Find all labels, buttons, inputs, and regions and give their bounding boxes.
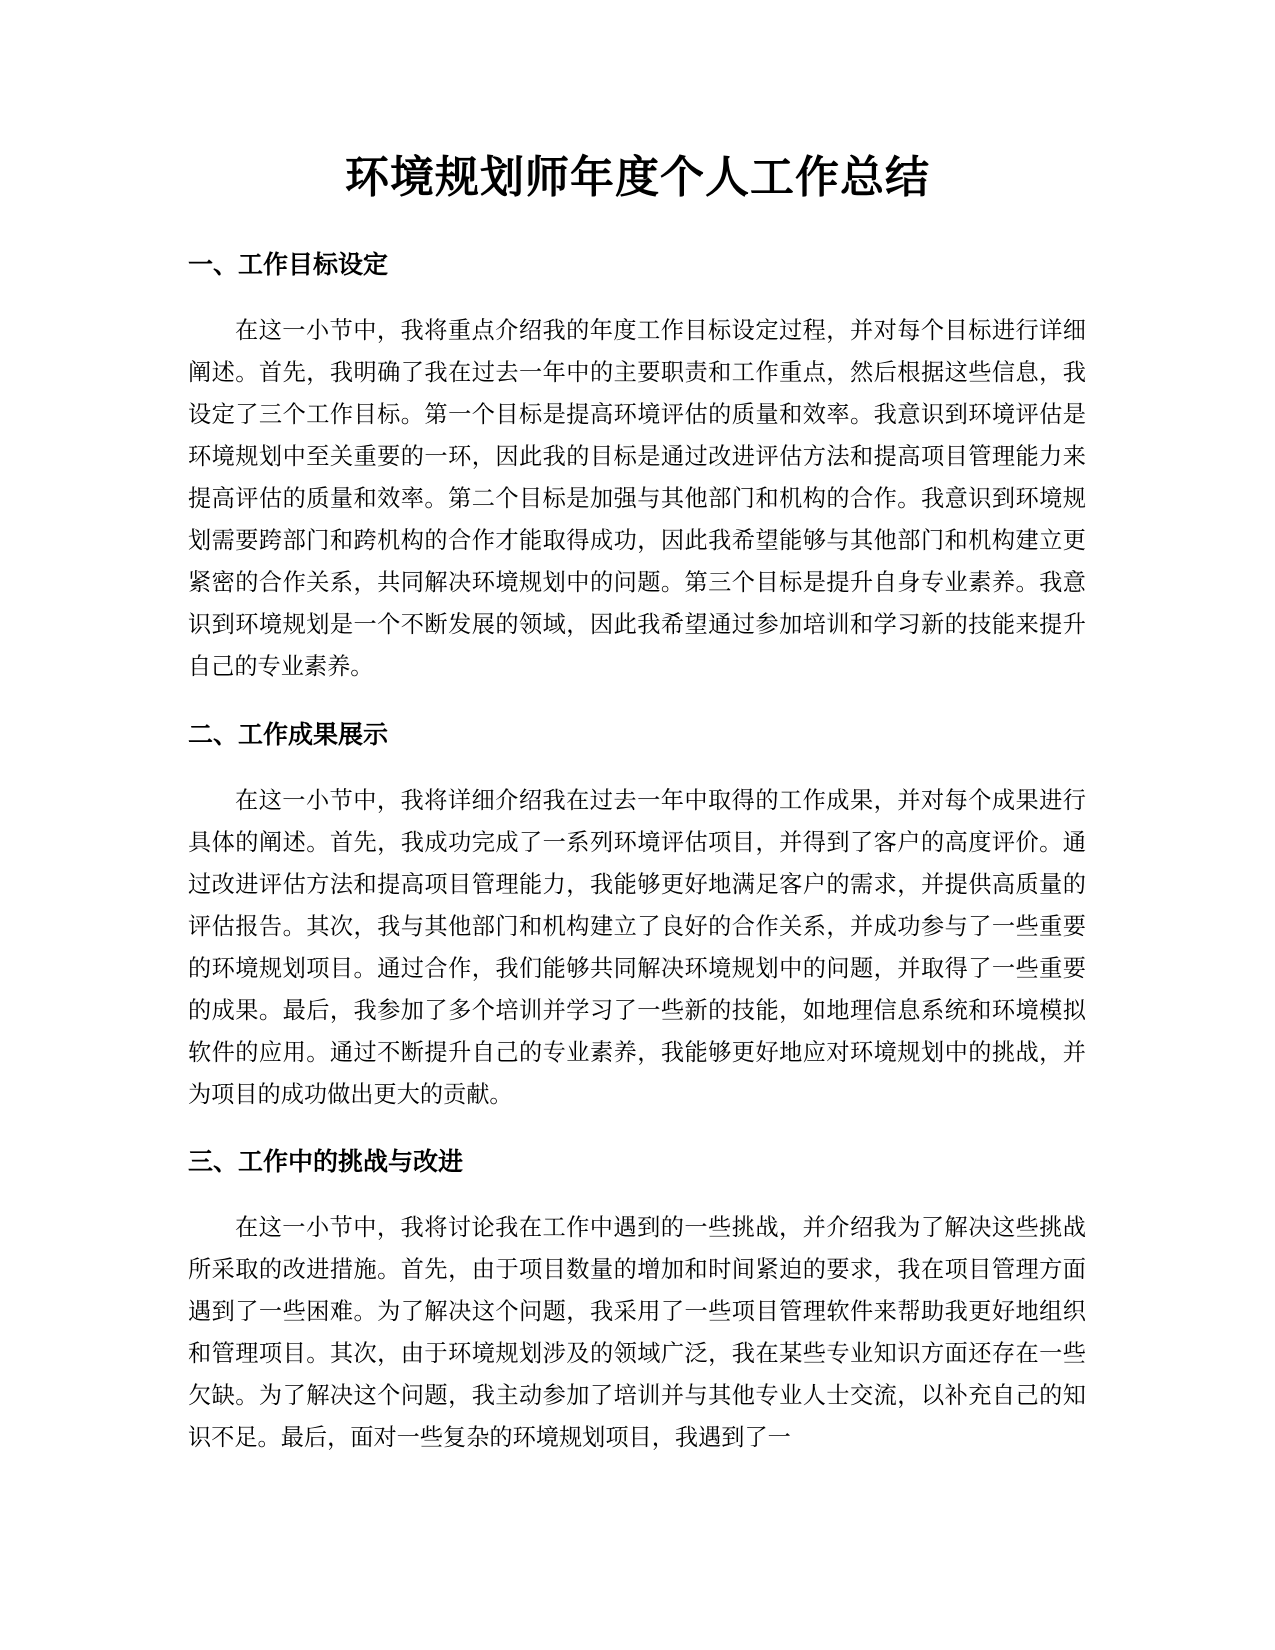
section-heading-goals: 一、工作目标设定 — [188, 250, 389, 279]
section-heading-challenges: 三、工作中的挑战与改进 — [188, 1147, 464, 1176]
section-heading-results: 二、工作成果展示 — [188, 720, 389, 749]
section-paragraph-goals: 在这一小节中，我将重点介绍我的年度工作目标设定过程，并对每个目标进行详细阐述。首先，我明确了我在过去一年中的主要职责和工作重点，然后根据这些信息，我设定了三个工作目标。第一个目标是提高环境评估的质量和效率。我意识到环境评估是环境规划中至关重要的一环，因此我的目标是通过改进评估方法和提高项目管理能力来提高评估的质量和效率。第二个目标是加强与其他部门和机构的合作。我意识到环境规划需要跨部门和跨机构的合作才能取得成功，因此我希望能够与其他部门和机构建立更紧密的合作关系，共同解决环境规划中的问题。第三个目标是提升自身专业素养。我意识到环境规划是一个不断发展的领域，因此我希望通过参加培训和学习新的技能来提升自己的专业素养。 — [188, 317, 1086, 680]
section-paragraph-challenges: 在这一小节中，我将讨论我在工作中遇到的一些挑战，并介绍我为了解决这些挑战所采取的改进措施。首先，由于项目数量的增加和时间紧迫的要求，我在项目管理方面遇到了一些困难。为了解决这个问题，我采用了一些项目管理软件来帮助我更好地组织和管理项目。其次，由于环境规划涉及的领域广泛，我在某些专业知识方面还存在一些欠缺。为了解决这个问题，我主动参加了培训并与其他专业人士交流，以补充自己的知识不足。最后，面对一些复杂的环境规划项目，我遇到了一 — [188, 1214, 1086, 1451]
document-title: 环境规划师年度个人工作总结 — [345, 152, 930, 203]
section-paragraph-results: 在这一小节中，我将详细介绍我在过去一年中取得的工作成果，并对每个成果进行具体的阐述。首先，我成功完成了一系列环境评估项目，并得到了客户的高度评价。通过改进评估方法和提高项目管理能力，我能够更好地满足客户的需求，并提供高质量的评估报告。其次，我与其他部门和机构建立了良好的合作关系，并成功参与了一些重要的环境规划项目。通过合作，我们能够共同解决环境规划中的问题，并取得了一些重要的成果。最后，我参加了多个培训并学习了一些新的技能，如地理信息系统和环境模拟软件的应用。通过不断提升自己的专业素养，我能够更好地应对环境规划中的挑战，并为项目的成功做出更大的贡献。 — [188, 787, 1086, 1108]
